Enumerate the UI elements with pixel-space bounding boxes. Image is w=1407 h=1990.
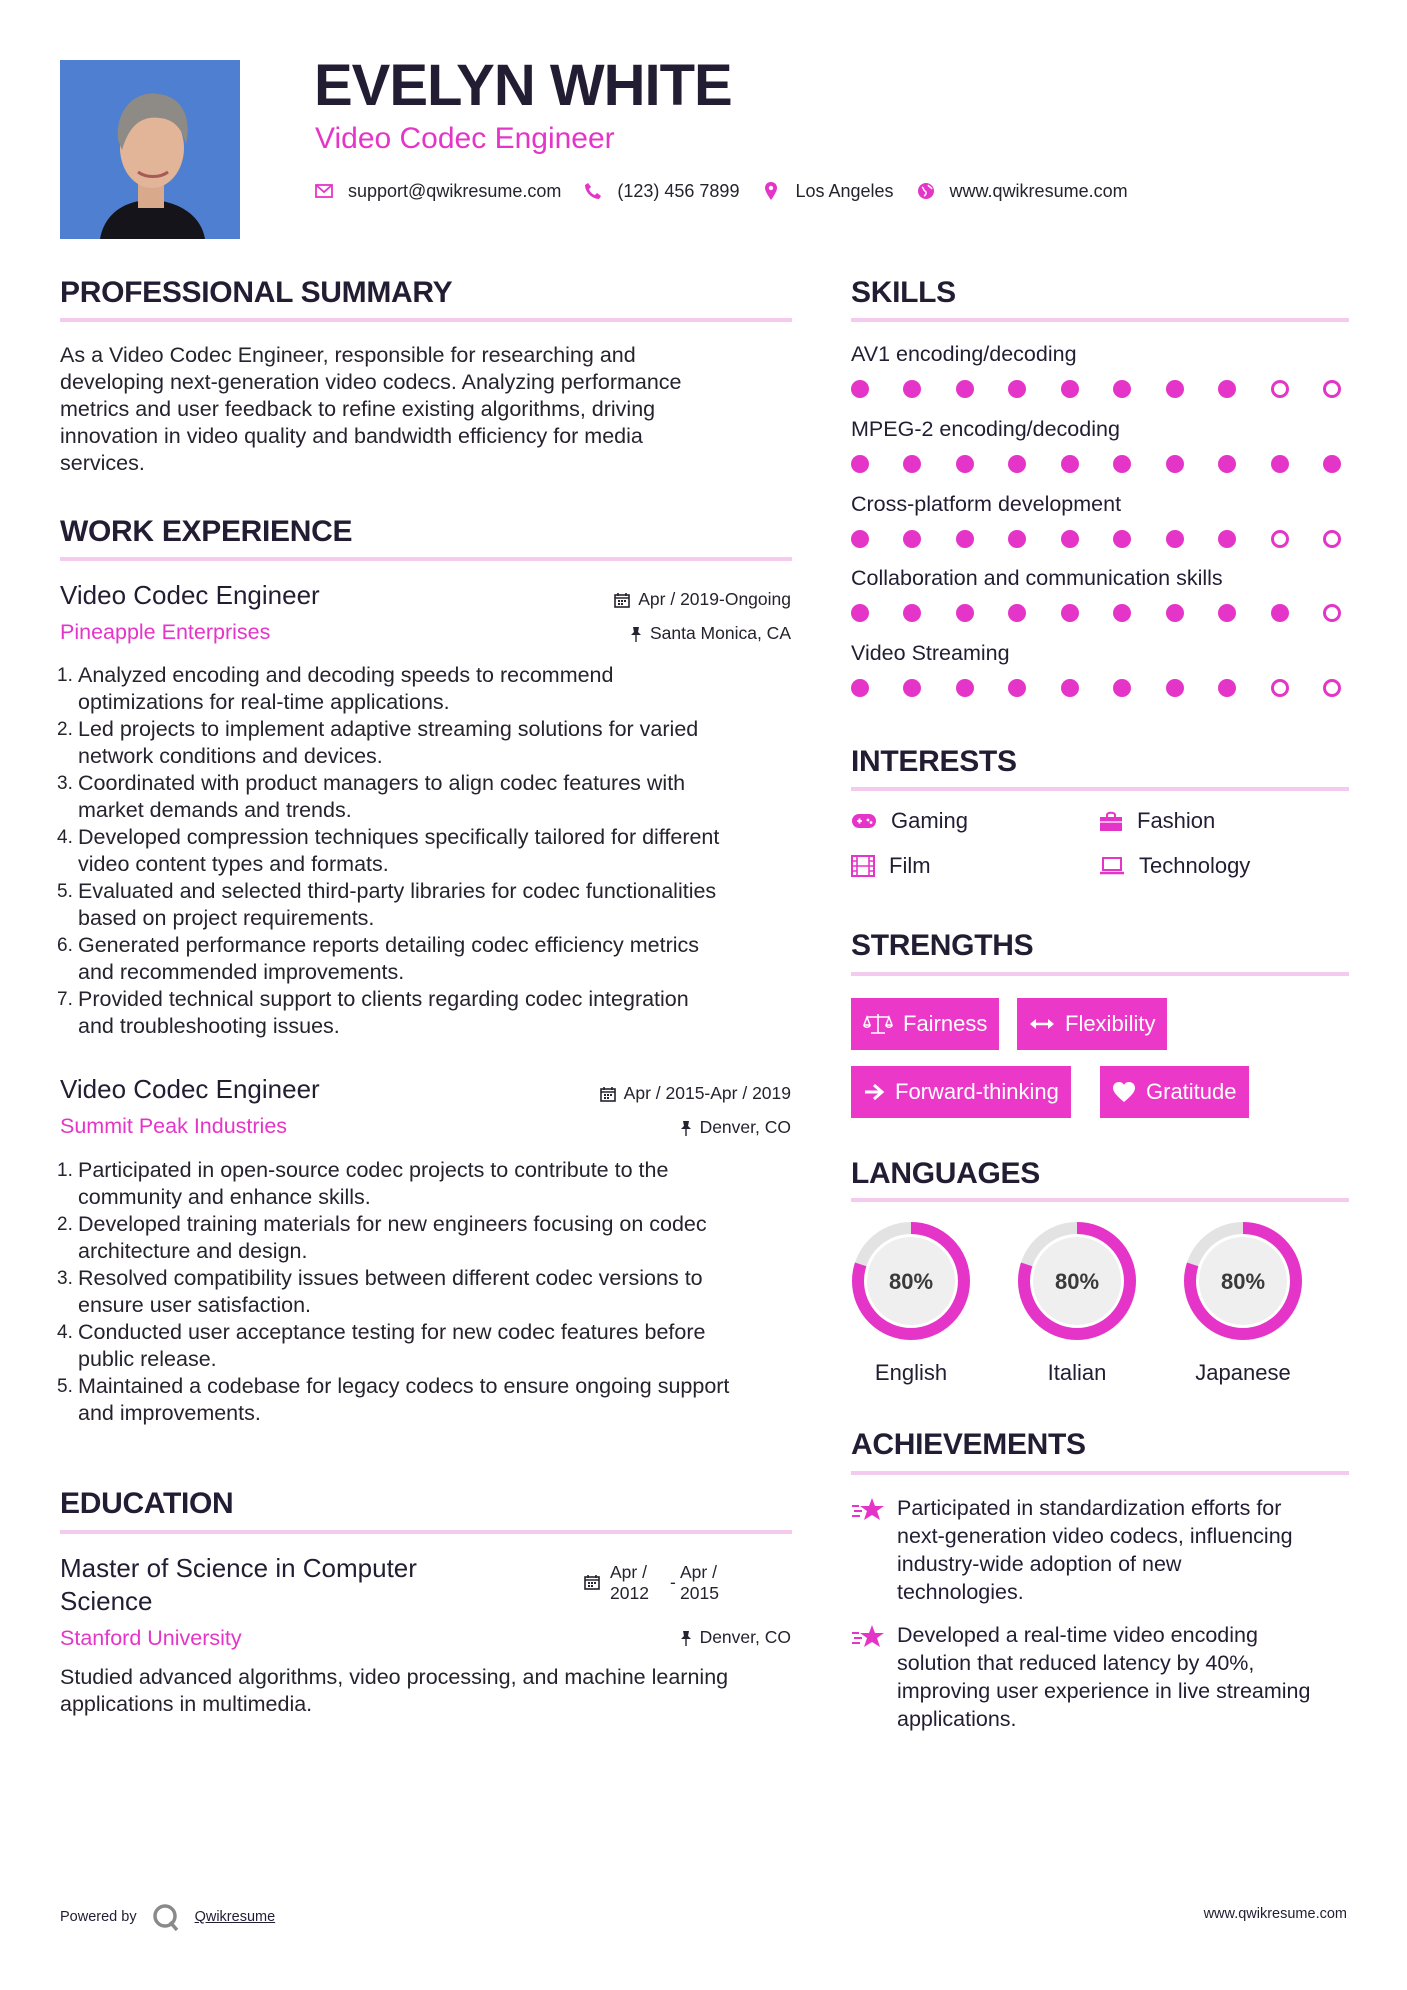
rating-dot-filled [1271,455,1289,473]
portrait-illustration [60,60,240,239]
map-pin-icon [761,181,781,201]
language-ring [1181,1219,1305,1343]
language-italian [1015,1219,1139,1386]
rating-dot-filled [1166,604,1184,622]
list-item: 1. Analyzed encoding and decoding speeds to recommend optimizations for real-time applications. [57,663,614,714]
date-separator: - [670,1572,676,1592]
ring-label: 80% [888,1269,934,1294]
rating-dot-filled [1061,455,1079,473]
list-item: 3. Resolved compatibility issues between different codec versions to ensure user satisfaction. [57,1266,703,1317]
list-item: 1. Participated in open-source codec projects to contribute to the community and enhance skills. [57,1158,669,1209]
rating-dot-filled [1166,455,1184,473]
rating-dot-filled [1113,530,1131,548]
contact-email[interactable]: support@qwikresume.com [348,180,562,201]
strength-forward-thinking: Forward-thinking [851,1066,1071,1118]
skill-rating [851,530,1341,548]
balance-scale-icon [863,1012,893,1036]
candidate-title: Video Codec Engineer [315,122,615,155]
skill-name: Video Streaming [851,641,1010,665]
rating-dot-filled [1061,604,1079,622]
education-end: Apr / 2015 [680,1562,719,1603]
rating-dot-filled [1061,679,1079,697]
interests-heading: INTERESTS [851,745,1017,778]
rating-dot-filled [1218,455,1236,473]
pushpin-icon [680,1630,692,1646]
rating-dot-empty [1271,679,1289,697]
interest-gaming: Gaming [851,808,968,834]
list-item: 2. Led projects to implement adaptive streaming solutions for varied network conditions and devices. [57,717,699,768]
rating-dot-filled [1218,530,1236,548]
skill-rating [851,679,1341,697]
experience-heading: WORK EXPERIENCE [60,515,353,548]
language-name: Italian [1047,1360,1107,1385]
rating-dot-filled [1218,604,1236,622]
skill-row [851,492,1341,548]
language-name: English [874,1360,948,1385]
rating-dot-filled [851,455,869,473]
skill-row [851,417,1341,473]
rating-dot-filled [851,679,869,697]
rating-dot-filled [1061,530,1079,548]
education-divider [60,1530,792,1534]
rating-dot-empty [1323,530,1341,548]
skill-name: Collaboration and communication skills [851,566,1223,590]
achievement-item: Participated in standardization efforts for next-generation video codecs, influencing industry-wide adoption of new technologies. [851,1494,1351,1606]
rating-dot-empty [1271,530,1289,548]
qwikresume-logo-icon [151,1902,181,1932]
rating-dot-empty [1323,604,1341,622]
rating-dot-empty [1271,380,1289,398]
skill-rating [851,380,1341,398]
job-bullets [57,1157,800,1427]
shooting-star-icon [851,1496,885,1524]
skill-name: AV1 encoding/decoding [851,342,1077,366]
rating-dot-filled [956,679,974,697]
job-title: Video Codec Engineer [60,1074,320,1104]
rating-dot-filled [1113,604,1131,622]
footer-powered-by: Powered by Qwikresume [60,1902,275,1932]
job-title: Video Codec Engineer [60,580,320,610]
rating-dot-filled [903,604,921,622]
ring-label: 80% [1220,1269,1266,1294]
phone-icon [583,181,603,201]
summary-text: As a Video Codec Engineer, responsible for researching and developing next-generation video codecs. Analyzing performance metrics and user feedback to refine existing algorithms, driving innovation in video quality and bandwidth efficiency for media services. [60,343,682,475]
footer-website[interactable]: www.qwikresume.com [1203,1906,1347,1922]
strengths-divider [851,972,1349,976]
education-description: Studied advanced algorithms, video processing, and machine learning applications in multimedia. [60,1665,729,1716]
rating-dot-filled [1218,679,1236,697]
contact-location: Los Angeles [795,180,894,201]
list-item: 3. Coordinated with product managers to align codec features with market demands and trends. [57,771,686,822]
contact-website[interactable]: www.qwikresume.com [949,180,1128,201]
list-item: 5. Maintained a codebase for legacy codecs to ensure ongoing support and improvements. [57,1374,730,1425]
skills-divider [851,318,1349,322]
language-ring [849,1219,973,1343]
experience-divider [60,557,792,561]
job-location: Santa Monica, CA [630,623,791,644]
rating-dot-filled [1166,679,1184,697]
rating-dot-filled [956,380,974,398]
rating-dot-filled [1008,530,1026,548]
rating-dot-filled [1008,455,1026,473]
pushpin-icon [630,626,642,642]
company-name: Pineapple Enterprises [60,620,271,644]
rating-dot-filled [903,679,921,697]
list-item: 6. Generated performance reports detailing codec efficiency metrics and recommended improvements. [57,933,700,984]
school-name: Stanford University [60,1626,242,1650]
ring-label: 80% [1054,1269,1100,1294]
laptop-icon [1099,856,1125,876]
contact-bar [314,178,1150,204]
list-item: 5. Evaluated and selected third-party libraries for codec functionalities based on project requirements. [57,879,717,930]
achievements-heading: ACHIEVEMENTS [851,1428,1086,1461]
interests-divider [851,787,1349,791]
rating-dot-filled [851,530,869,548]
education-heading: EDUCATION [60,1487,234,1520]
contact-phone[interactable]: (123) 456 7899 [617,180,740,201]
shooting-star-icon [851,1623,885,1651]
rating-dot-filled [903,530,921,548]
skill-name: MPEG-2 encoding/decoding [851,417,1120,441]
calendar-icon [584,1574,600,1590]
language-japanese [1181,1219,1305,1386]
skill-name: Cross-platform development [851,492,1122,516]
strength-gratitude: Gratitude [1100,1066,1249,1118]
languages-heading: LANGUAGES [851,1157,1040,1190]
globe-icon [916,181,936,201]
interest-fashion: Fashion [1099,808,1215,834]
rating-dot-filled [1166,380,1184,398]
rating-dot-filled [1218,380,1236,398]
strength-fairness: Fairness [851,998,999,1050]
rating-dot-filled [1271,604,1289,622]
job-bullets [57,662,800,1040]
arrow-right-icon [863,1083,885,1101]
rating-dot-filled [1061,380,1079,398]
language-name: Japanese [1195,1360,1291,1385]
job-location: Denver, CO [680,1117,791,1138]
skill-rating [851,604,1341,622]
rating-dot-filled [1323,455,1341,473]
footer-brand-link[interactable]: Qwikresume [194,1909,276,1925]
strengths-heading: STRENGTHS [851,929,1034,962]
list-item: 7. Provided technical support to clients regarding codec integration and troubleshooting issues. [57,987,689,1038]
job-dates: Apr / 2015-Apr / 2019 [600,1083,791,1104]
calendar-icon [600,1086,616,1102]
rating-dot-filled [1008,679,1026,697]
summary-heading: PROFESSIONAL SUMMARY [60,276,453,309]
degree-title: Master of Science in Computer Science [60,1553,417,1616]
interest-technology: Technology [1099,853,1250,879]
calendar-icon [614,592,630,608]
pushpin-icon [680,1120,692,1136]
summary-divider [60,318,792,322]
rating-dot-filled [956,530,974,548]
rating-dot-filled [851,380,869,398]
language-ring [1015,1219,1139,1343]
rating-dot-empty [1323,679,1341,697]
rating-dot-empty [1323,380,1341,398]
skill-rating [851,455,1341,473]
rating-dot-filled [1008,604,1026,622]
achievement-item: Developed a real-time video encoding solution that reduced latency by 40%, improving user experience in live streaming applications. [851,1621,1351,1733]
company-name: Summit Peak Industries [60,1114,288,1138]
rating-dot-filled [1166,530,1184,548]
gamepad-icon [851,813,877,829]
rating-dot-filled [1113,455,1131,473]
education-location: Denver, CO [680,1627,791,1648]
job-dates: Apr / 2019-Ongoing [614,589,791,610]
shopping-bag-icon [1099,810,1123,832]
rating-dot-filled [1113,679,1131,697]
skills-heading: SKILLS [851,276,956,309]
list-item: 4. Conducted user acceptance testing for new codec features before public release. [57,1320,706,1371]
rating-dot-filled [1113,380,1131,398]
heart-icon [1112,1081,1136,1103]
envelope-icon [314,181,334,201]
film-icon [851,855,875,877]
skill-row [851,641,1341,697]
rating-dot-filled [851,604,869,622]
strength-flexibility: Flexibility [1017,998,1167,1050]
rating-dot-filled [903,380,921,398]
languages-divider [851,1198,1349,1202]
education-start: Apr / 2012 [610,1562,649,1603]
list-item: 2. Developed training materials for new engineers focusing on codec architecture and design. [57,1212,707,1263]
arrows-horizontal-icon [1029,1016,1055,1032]
rating-dot-filled [956,604,974,622]
education-dates [584,1562,740,1604]
skill-row [851,342,1341,398]
interest-film: Film [851,853,931,879]
rating-dot-filled [956,455,974,473]
rating-dot-filled [903,455,921,473]
language-english [849,1219,973,1386]
list-item: 4. Developed compression techniques specifically tailored for different video content types and formats. [57,825,720,876]
achievements-divider [851,1471,1349,1475]
candidate-name: EVELYN WHITE [314,53,732,118]
rating-dot-filled [1008,380,1026,398]
skill-row [851,566,1341,622]
profile-photo [60,60,240,239]
